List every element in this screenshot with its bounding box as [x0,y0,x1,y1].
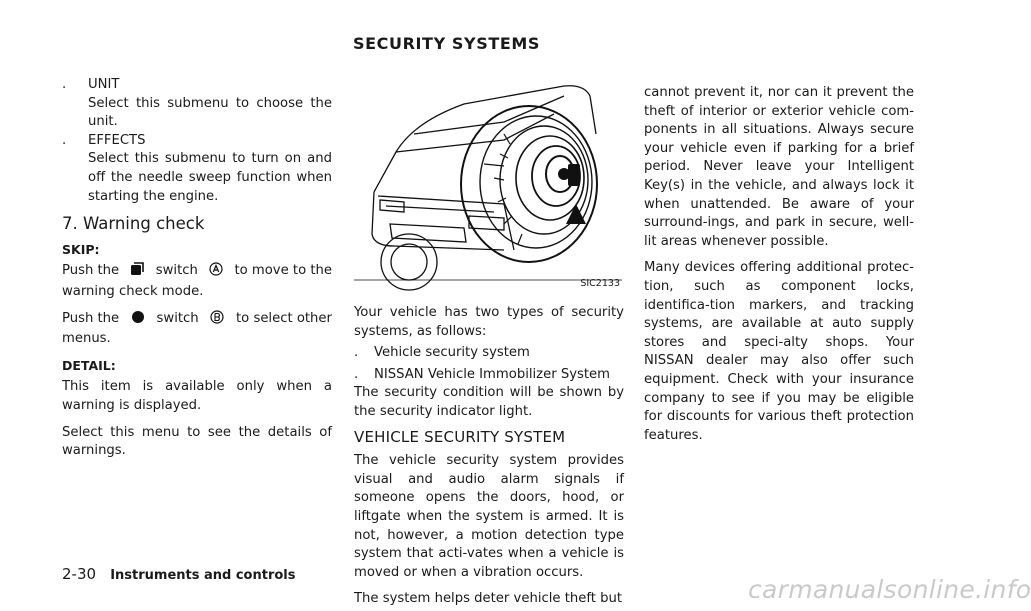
bullet-text: NISSAN Vehicle Immobilizer System [374,366,611,382]
text-push-the: Push the [62,310,120,326]
skip-line [62,262,332,283]
section-title: SECURITY SYSTEMS [353,34,541,53]
bullet-immobilizer [354,366,624,385]
text-to-select: to select other [236,310,332,326]
heading-vehicle-security-system: VEHICLE SECURITY SYSTEM [354,427,566,446]
switch-b-icon [210,310,224,331]
bullet-dot: . [62,132,67,148]
push-line-2: menus. [62,331,111,347]
vehicle-alarm-illustration [354,74,622,296]
detail-paragraph-2: Select this menu to see the details of warnings. [62,424,332,459]
text-to-move: to move to the [234,263,332,279]
switch-a-icon [209,262,223,283]
bullet-dot: . [62,77,67,92]
bullet-title: EFFECTS [88,132,146,148]
bullet-dot: . [354,366,359,382]
theft-paragraph: cannot prevent it, nor can it prevent the theft of interior or exterior vehicle com-ponents in all situations. Always secure your vehicle even if parking for a brief period. Never leave your Intelligent Key(s) in the vehicle, and always lock it when unattended. Be aware of your surround-ings, and park in secure, well-lit areas whenever possible. [644,85,914,249]
text-switch: switch [155,263,198,279]
text-switch: switch [156,310,199,326]
bullet-effects [62,132,332,206]
vss-paragraph-2: The system helps deter vehicle theft but [354,591,623,607]
intro-paragraph: Your vehicle has two types of security systems, as follows: [354,305,624,339]
column-right [644,84,914,445]
push-line [62,310,332,331]
bullet-title: UNIT [88,77,120,92]
text-push-the: Push the [62,263,120,279]
bullet-text: Select this submenu to turn on and off the needle sweep function when starting the engine. [88,151,332,204]
page-footer [62,565,296,583]
figure-code: SIC2133 [580,278,620,290]
watermark-text: carmanualsonline.info [748,575,1031,604]
security-figure [354,74,622,296]
bullet-dot: . [354,345,359,361]
protection-paragraph: Many devices offering additional protec-tion, such as component locks, identifica-tion markers, and tracking systems, are available at auto supply stores and speci-alty shops. Your NISSAN dealer may also offer such equipment. Check with your insurance company to see if you may be eligible for discounts for various theft protection features. [644,260,914,443]
skip-line-2: warning check mode. [62,283,204,299]
return-switch-icon [130,262,144,283]
skip-label: SKIP: [62,241,100,257]
column-left [62,76,332,461]
column-middle [354,74,624,609]
bullet-unit [62,76,332,132]
indicator-paragraph: The security condition will be shown by the security indicator light. [354,385,624,419]
detail-label: DETAIL: [62,357,116,373]
chapter-title: Instruments and controls [110,568,296,583]
filled-circle-icon [131,310,145,331]
detail-paragraph-1: This item is available only when a warning is displayed. [62,379,332,413]
heading-warning-check: 7. Warning check [62,214,205,234]
bullet-text: Select this submenu to choose the unit. [88,95,332,130]
vss-paragraph-1: The vehicle security system provides visual and audio alarm signals if someone opens the doors, hood, or liftgate when the system is armed. It is not, however, a motion detection type system that acti-vates when a vehicle is moved or when a vibration occurs. [354,453,624,580]
bullet-vehicle-security [354,344,624,363]
page-number: 2-30 [62,565,97,583]
bullet-text: Vehicle security system [374,345,530,361]
